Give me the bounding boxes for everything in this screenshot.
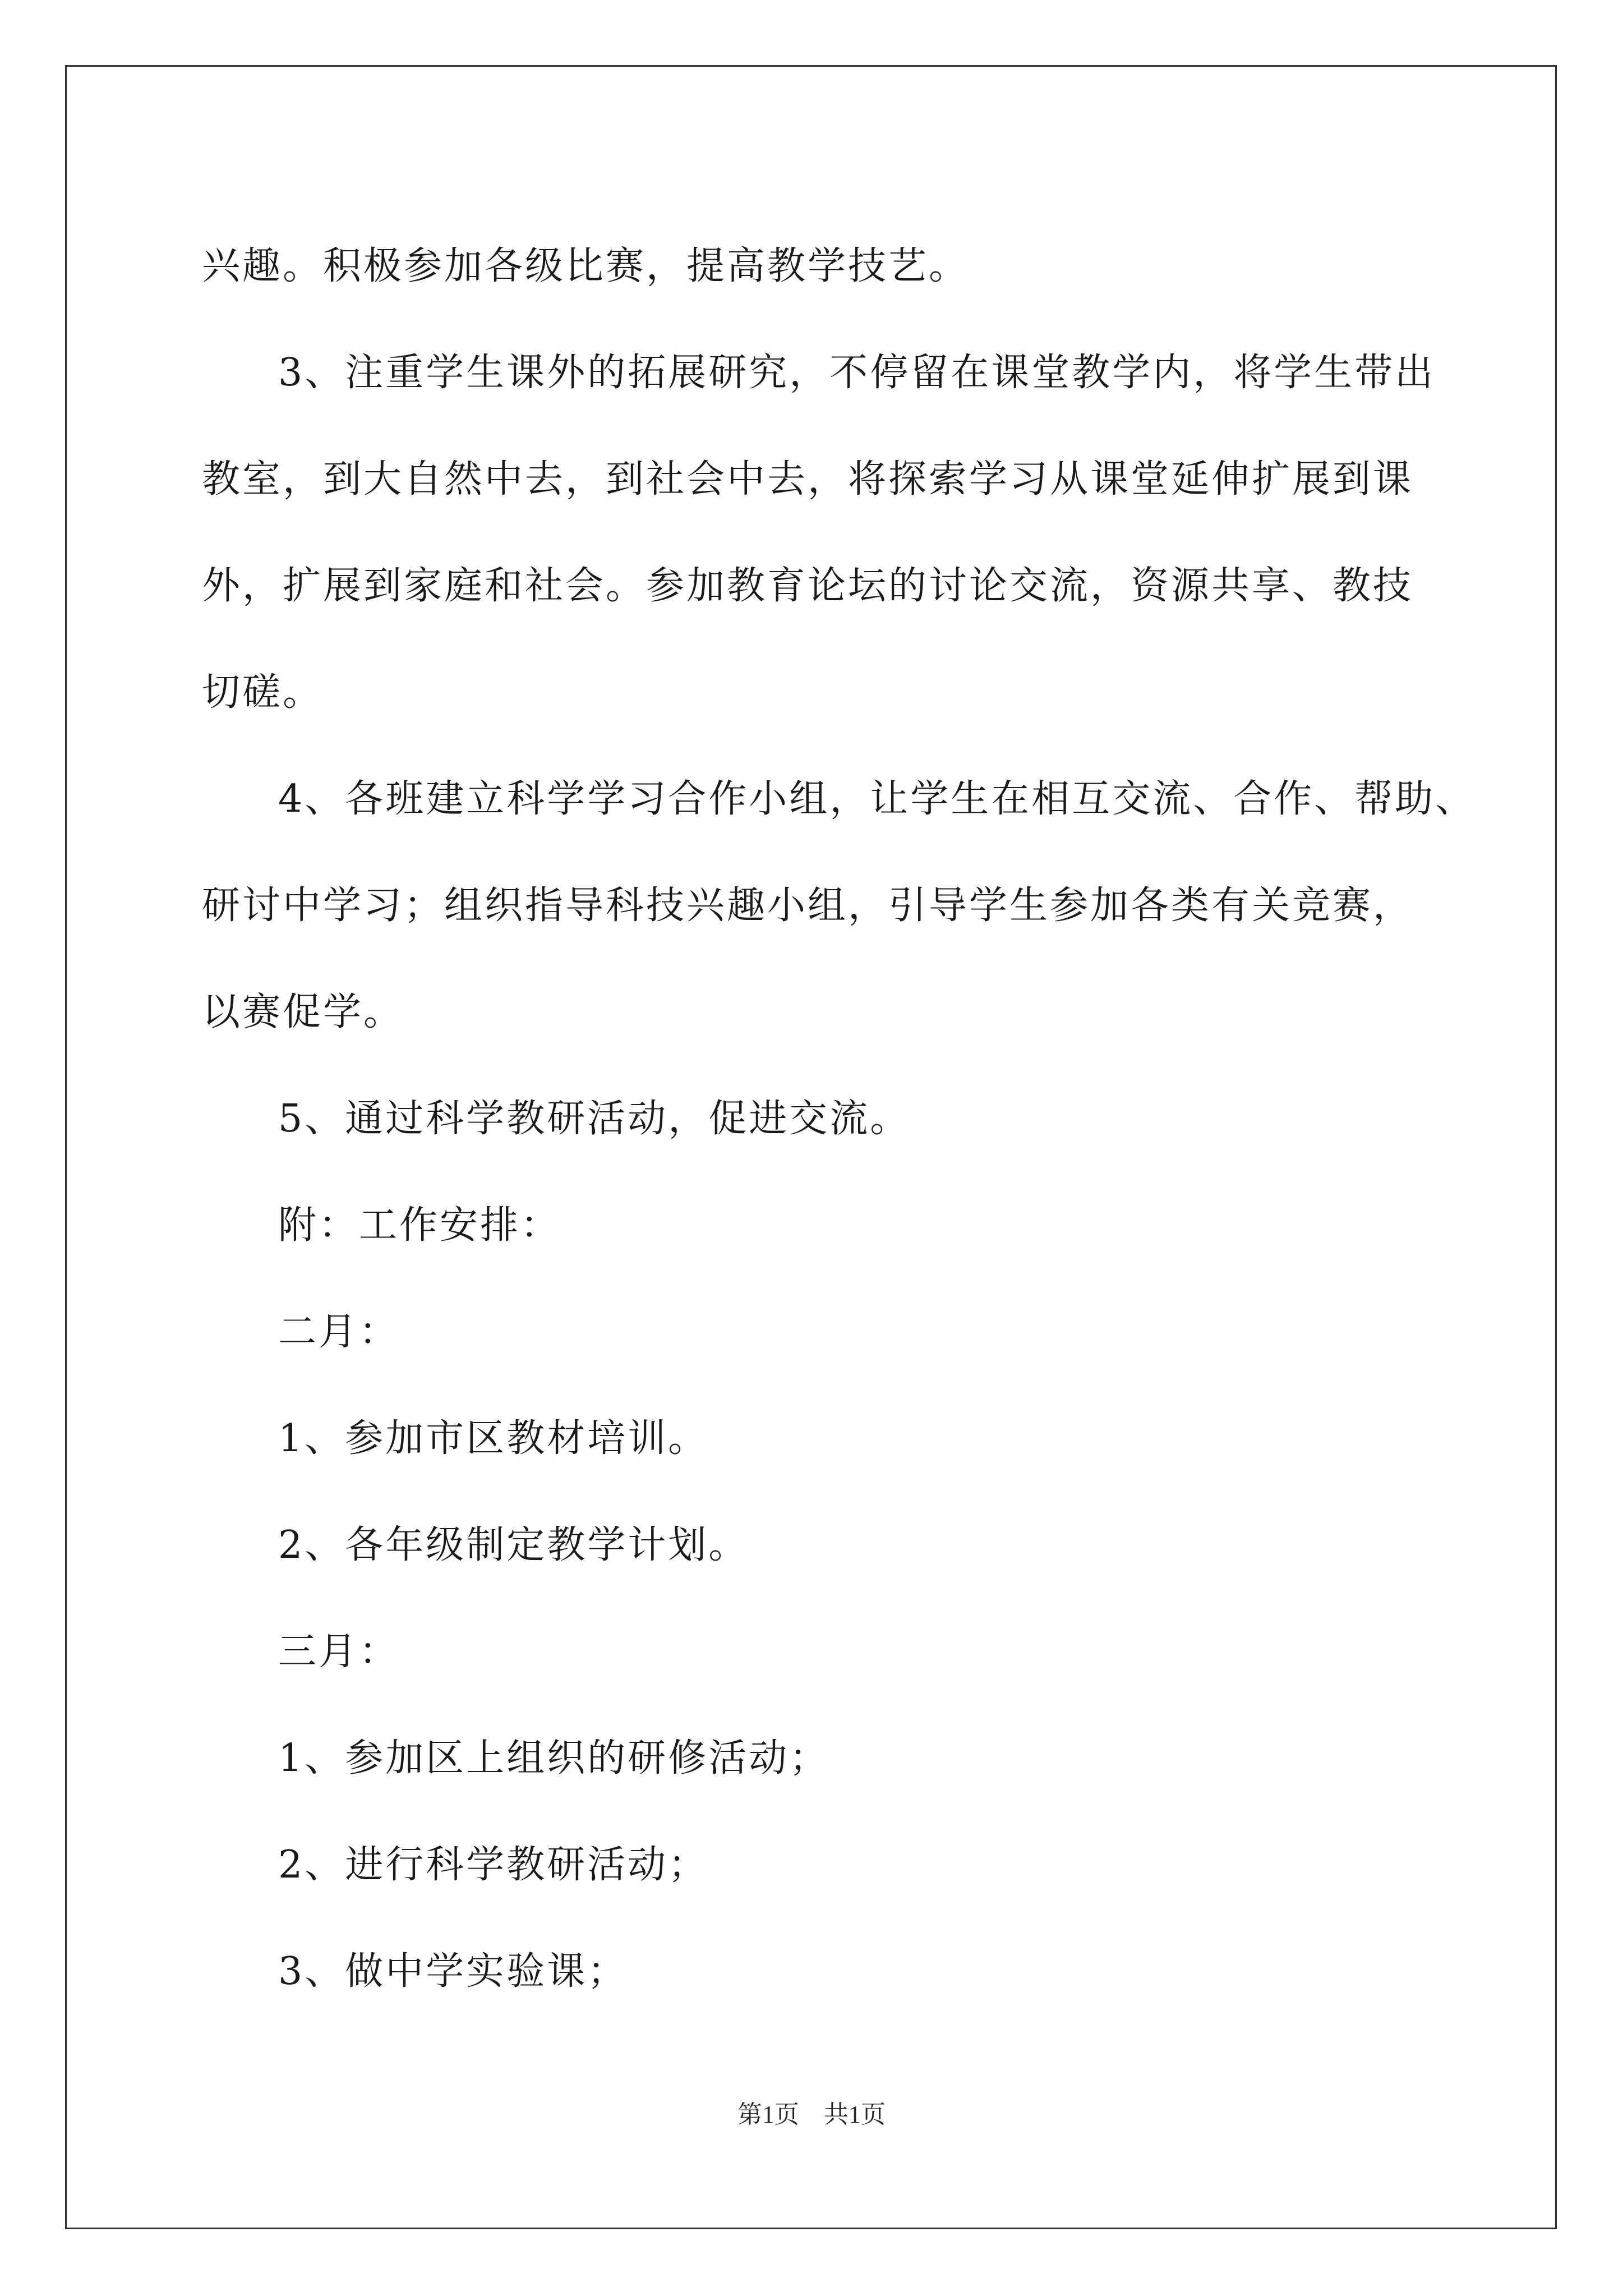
text-line: 2、各年级制定教学计划。 [278,1523,749,1567]
text-line: 三月： [278,1630,400,1674]
page-footer: 第1页 共1页 [737,2101,886,2128]
document-body [202,213,1476,2025]
text-line: 外，扩展到家庭和社会。参加教育论坛的讨论交流，资源共享、教技 [202,564,1414,608]
text-line: 3、注重学生课外的拓展研究，不停留在课堂教学内，将学生带出 [278,351,1436,395]
text-line: 切磋。 [202,670,324,715]
text-line: 1、参加市区教材培训。 [278,1416,709,1461]
text-line: 研讨中学习；组织指导科技兴趣小组，引导学生参加各类有关竞赛， [202,884,1414,928]
text-line: 二月： [278,1310,400,1354]
text-line: 4、各班建立科学学习合作小组，让学生在相互交流、合作、帮助、 [278,777,1476,821]
text-line: 教室，到大自然中去，到社会中去，将探索学习从课堂延伸扩展到课 [202,457,1414,501]
text-line: 以赛促学。 [202,990,404,1034]
text-line: 3、做中学实验课； [278,1949,628,1994]
text-line: 2、进行科学教研活动； [278,1843,709,1887]
text-line: 5、通过科学教研活动，促进交流。 [278,1097,911,1141]
text-line: 附：工作安排： [278,1203,561,1248]
text-line: 兴趣。积极参加各级比赛，提高教学技艺。 [202,244,970,288]
text-line: 1、参加区上组织的研修活动； [278,1736,830,1780]
